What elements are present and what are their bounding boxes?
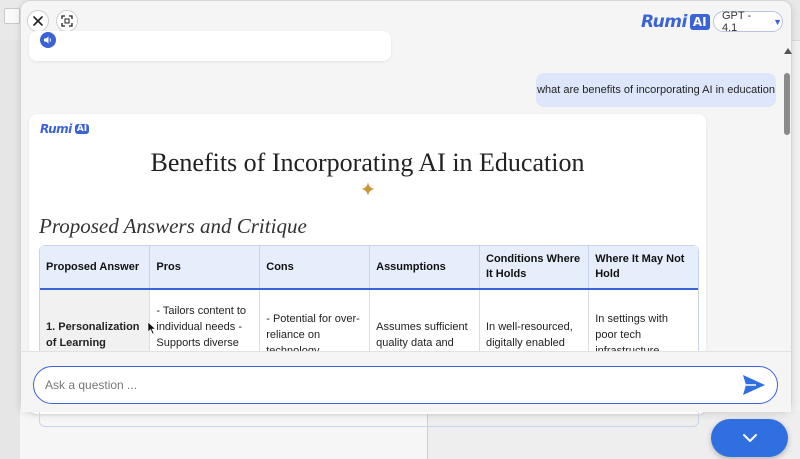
- sparkle-icon: [361, 182, 375, 196]
- chat-scroll-area[interactable]: [21, 39, 791, 351]
- section-title: Proposed Answers and Critique: [39, 214, 307, 238]
- table-cell: Assumes sufficient quality data and: [370, 289, 480, 379]
- brand-logo: [641, 11, 710, 33]
- chevron-down-icon: [742, 433, 758, 443]
- mouse-cursor-icon: [148, 322, 156, 334]
- table-cell: 1. Personalization of Learning: [40, 289, 150, 379]
- table-header-cell: Assumptions: [370, 246, 480, 289]
- brand-ai-badge: AI: [76, 124, 88, 134]
- model-select[interactable]: [713, 11, 783, 32]
- scroll-down-button[interactable]: [711, 419, 788, 457]
- table-header-cell: Conditions Where It Holds: [480, 246, 589, 289]
- table-cell: - Potential for over-reliance on: [260, 289, 370, 379]
- assistant-panel: [20, 0, 792, 412]
- background-tab-control[interactable]: [4, 8, 20, 24]
- answer-brand-logo: [40, 122, 89, 136]
- screen-capture-button[interactable]: [56, 10, 78, 32]
- ask-question-input[interactable]: [33, 366, 778, 404]
- previous-answer-card: [29, 31, 391, 61]
- brand-name: Rumi: [641, 12, 687, 32]
- scroll-up-arrow[interactable]: [784, 48, 792, 54]
- answer-title: Benefits of Incorporating AI in Education: [150, 148, 585, 177]
- table-header-cell: Proposed Answer: [40, 246, 150, 289]
- close-button[interactable]: [27, 10, 49, 32]
- input-area: [21, 351, 791, 412]
- table-cell: - Tailors content to individual needs - Supports diverse: [150, 289, 260, 379]
- speaker-icon[interactable]: [40, 32, 56, 48]
- brand-name: Rumi: [40, 122, 72, 136]
- chevron-down-icon: ▼: [773, 16, 782, 27]
- scrollbar-thumb[interactable]: [784, 73, 790, 135]
- table-header-cell: Cons: [260, 246, 370, 289]
- table-cell: In well-resourced, digitally enabled: [480, 289, 589, 379]
- table-header-row: [40, 246, 698, 289]
- table-cell: In settings with poor tech: [595, 312, 668, 341]
- model-select-value: GPT - 4.1: [722, 9, 752, 34]
- table-header-cell: Pros: [150, 246, 260, 289]
- screen-capture-icon: [61, 15, 73, 27]
- user-message: what are benefits of incorporating AI in education: [536, 73, 776, 107]
- table-header-cell: Where It May Not Hold: [589, 246, 698, 289]
- send-icon[interactable]: [742, 374, 766, 396]
- brand-ai-badge: AI: [690, 14, 710, 30]
- background-sidebar: [0, 40, 20, 459]
- close-icon: [33, 16, 43, 26]
